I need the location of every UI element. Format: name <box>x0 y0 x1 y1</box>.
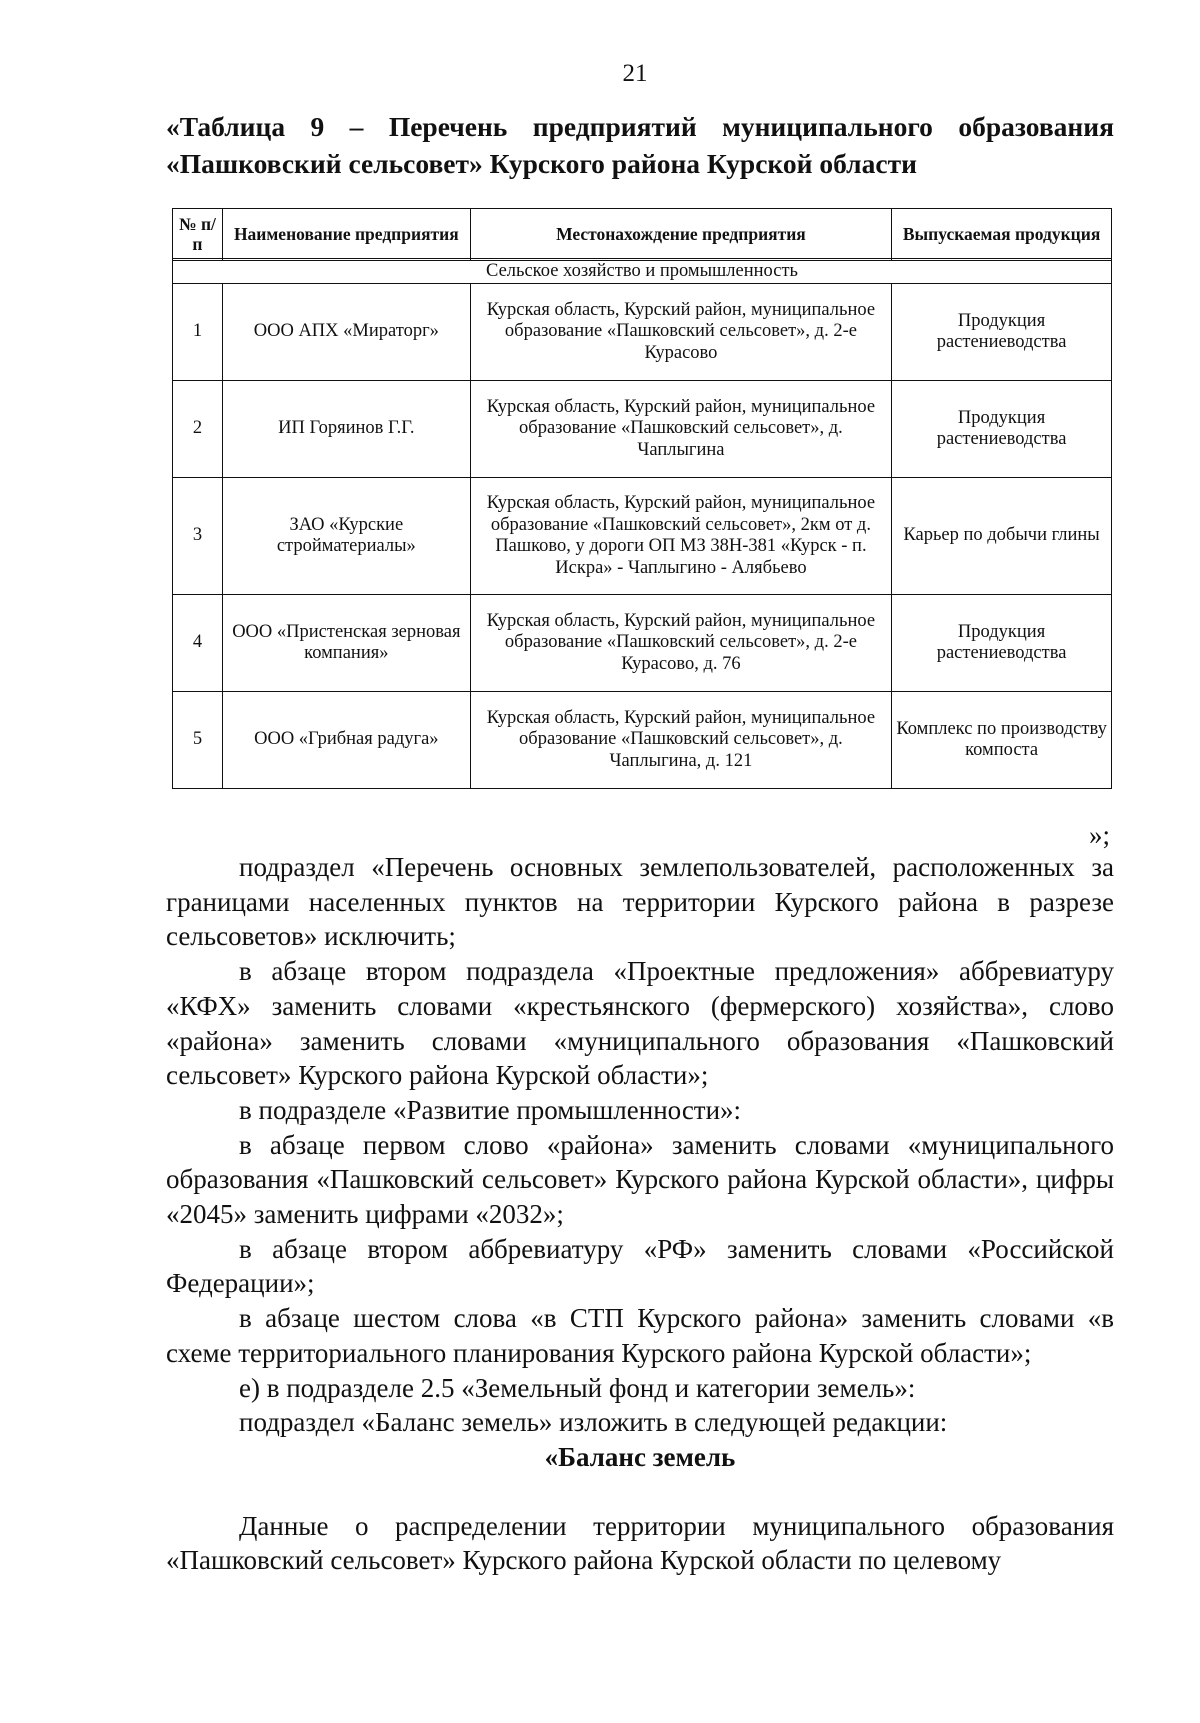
paragraph: в абзаце шестом слова «в СТП Курского района» заменить словами «в схеме территориального планирования Курского района Курской области»; <box>166 1303 1114 1368</box>
paragraph: в абзаце первом слово «района» заменить словами «муниципального образования «Пашковский сельсовет» Курского района Курской области», цифры «2045» заменить цифрами «2032»; <box>166 1129 1114 1230</box>
table-row <box>173 595 1112 692</box>
paragraph: е) в подразделе 2.5 «Земельный фонд и категории земель»: <box>239 1372 916 1403</box>
row-product: Комплекс по производству компоста <box>892 692 1112 789</box>
row-product: Продукция растениеводства <box>892 284 1112 381</box>
header-num: № п/п <box>173 209 223 259</box>
row-name: ООО АПХ «Мираторг» <box>222 284 470 381</box>
row-name: ИП Горяинов Г.Г. <box>222 381 470 478</box>
row-location: Курская область, Курский район, муниципальное образование «Пашковский сельсовет», д. 2-е Курасово <box>470 284 891 381</box>
row-location: Курская область, Курский район, муниципальное образование «Пашковский сельсовет», д. Чаплыгина, д. 121 <box>470 692 891 789</box>
page-number: 21 <box>622 60 648 87</box>
row-location: Курская область, Курский район, муниципальное образование «Пашковский сельсовет», 2км от д. Пашково, у дороги ОП МЗ 38Н-381 «Курск - п. Искра» - Чаплыгино - Алябьево <box>470 478 891 595</box>
header-location: Местонахождение предприятия <box>470 209 891 259</box>
table-row <box>173 284 1112 381</box>
row-name: ЗАО «Курские стройматериалы» <box>222 478 470 595</box>
subheading: «Баланс земель <box>544 1441 736 1472</box>
body-text <box>166 850 1114 1578</box>
row-num: 3 <box>173 478 223 595</box>
row-num: 4 <box>173 595 223 692</box>
paragraph: в абзаце втором аббревиатуру «РФ» заменить словами «Российской Федерации»; <box>166 1233 1114 1299</box>
table-row <box>173 692 1112 789</box>
header-name: Наименование предприятия <box>222 209 470 259</box>
table-section: Сельское хозяйство и промышленность <box>173 261 1112 284</box>
row-product: Продукция растениеводства <box>892 595 1112 692</box>
table-row <box>173 478 1112 595</box>
row-num: 1 <box>173 284 223 381</box>
row-product: Карьер по добычи глины <box>892 478 1112 595</box>
table-title: «Таблица 9 – Перечень предприятий муниципального образования «Пашковский сельсовет» Курского района Курской области <box>166 111 1114 179</box>
paragraph: подраздел «Перечень основных землепользователей, расположенных за границами населенных пунктов на территории Курского района в разрезе сельсоветов» исключить; <box>166 852 1114 952</box>
paragraph: в подразделе «Развитие промышленности»: <box>239 1094 742 1125</box>
row-num: 5 <box>173 692 223 789</box>
header-product: Выпускаемая продукция <box>892 209 1112 259</box>
paragraph: Данные о распределении территории муниципального образования «Пашковский сельсовет» Курского района Курской области по целевому <box>166 1510 1114 1576</box>
table-row <box>173 381 1112 478</box>
row-product: Продукция растениеводства <box>892 381 1112 478</box>
paragraph: подраздел «Баланс земель» изложить в следующей редакции: <box>239 1407 948 1438</box>
paragraph: в абзаце втором подраздела «Проектные предложения» аббревиатуру «КФХ» заменить словами «крестьянского (фермерского) хозяйства», слово «района» заменить словами «муниципального образования «Пашковский сельсовет» Курского района Курской области»; <box>166 956 1114 1091</box>
row-name: ООО «Пристенская зерновая компания» <box>222 595 470 692</box>
enterprises-table <box>172 208 1112 789</box>
closing-quote: »; <box>1088 820 1110 850</box>
row-location: Курская область, Курский район, муниципальное образование «Пашковский сельсовет», д. Чаплыгина <box>470 381 891 478</box>
row-location: Курская область, Курский район, муниципальное образование «Пашковский сельсовет», д. 2-е Курасово, д. 76 <box>470 595 891 692</box>
row-name: ООО «Грибная радуга» <box>222 692 470 789</box>
row-num: 2 <box>173 381 223 478</box>
